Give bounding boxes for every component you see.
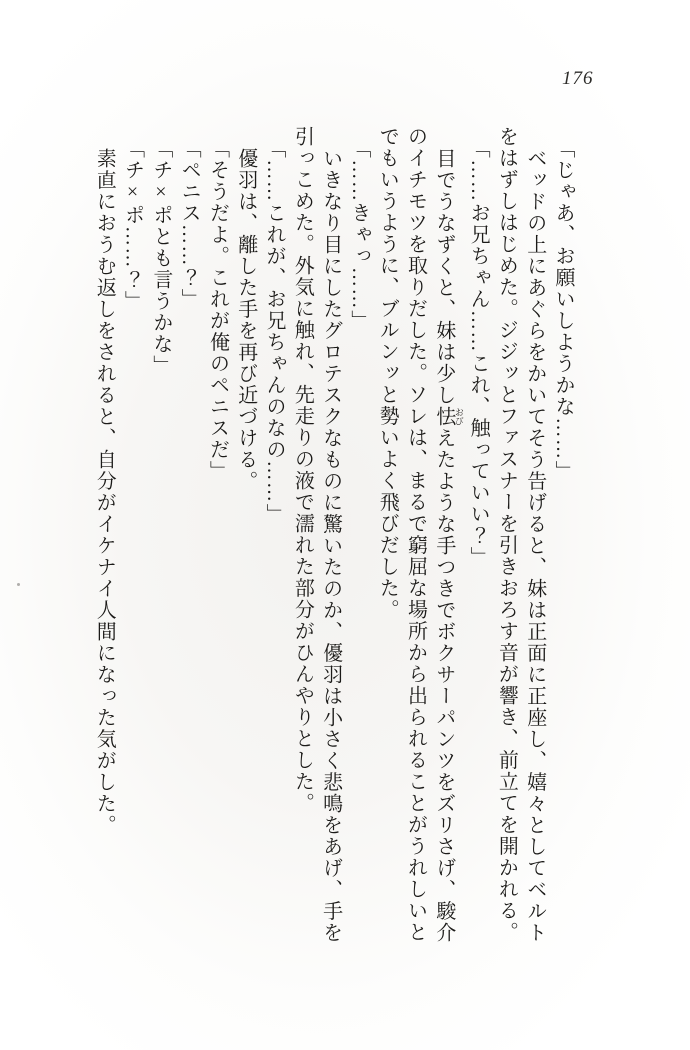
text-line: のイチモツを取りだした。ソレは、まるで窮屈な場所から出られることがうれしいと	[404, 126, 427, 943]
text-line: 「……これが、お兄ちゃんのなの……」	[263, 138, 286, 525]
page-text	[90, 126, 577, 948]
text-line: いきなり目にしたグロテスクなものに驚いたのか、優羽は小さく悲鳴をあげ、手を	[319, 147, 342, 943]
text-line: 「じゃあ、お願いしようかな……」	[552, 138, 574, 482]
text-line: でもいうように、ブルンッと勢いよく飛びだした。	[376, 126, 399, 621]
text-line: 優羽は、離した手を再び近づける。	[234, 147, 257, 492]
text-line: 「……きゃっ……」	[347, 138, 370, 332]
page-number: 176	[562, 68, 594, 89]
text-line: をはずしはじめた。ジジッとファスナーを引きおろす音が響き、前立てを開かれる。	[495, 126, 518, 943]
text-line: 「……お兄ちゃん……これ、触っていい？」	[467, 138, 490, 568]
text-line: 「そうだよ。これが俺のペニスだ」	[206, 138, 229, 482]
text-line: 目でうなずくと、妹は少し怯 おびえたような手つきでボクサーパンツをズリさげ、駿介	[432, 147, 464, 943]
text-line: 引っこめた。外気に触れ、先走りの液で濡れた部分がひんやりとした。	[291, 126, 314, 814]
text-line: 「チ×ポ……？」	[121, 138, 144, 312]
text-line: 素直におうむ返しをされると、自分がイケナイ人間になった気がした。	[93, 147, 116, 836]
text-line: ベッドの上にあぐらをかいてそう告げると、妹は正面に正座し、嬉々としてベルト	[523, 147, 546, 943]
text-line: 「チ×ポとも言うかな」	[149, 138, 172, 377]
text-line: 「ペニス……？」	[178, 138, 201, 310]
furigana-ruby: 怯 おび	[432, 405, 464, 427]
scan-speck	[17, 583, 20, 586]
